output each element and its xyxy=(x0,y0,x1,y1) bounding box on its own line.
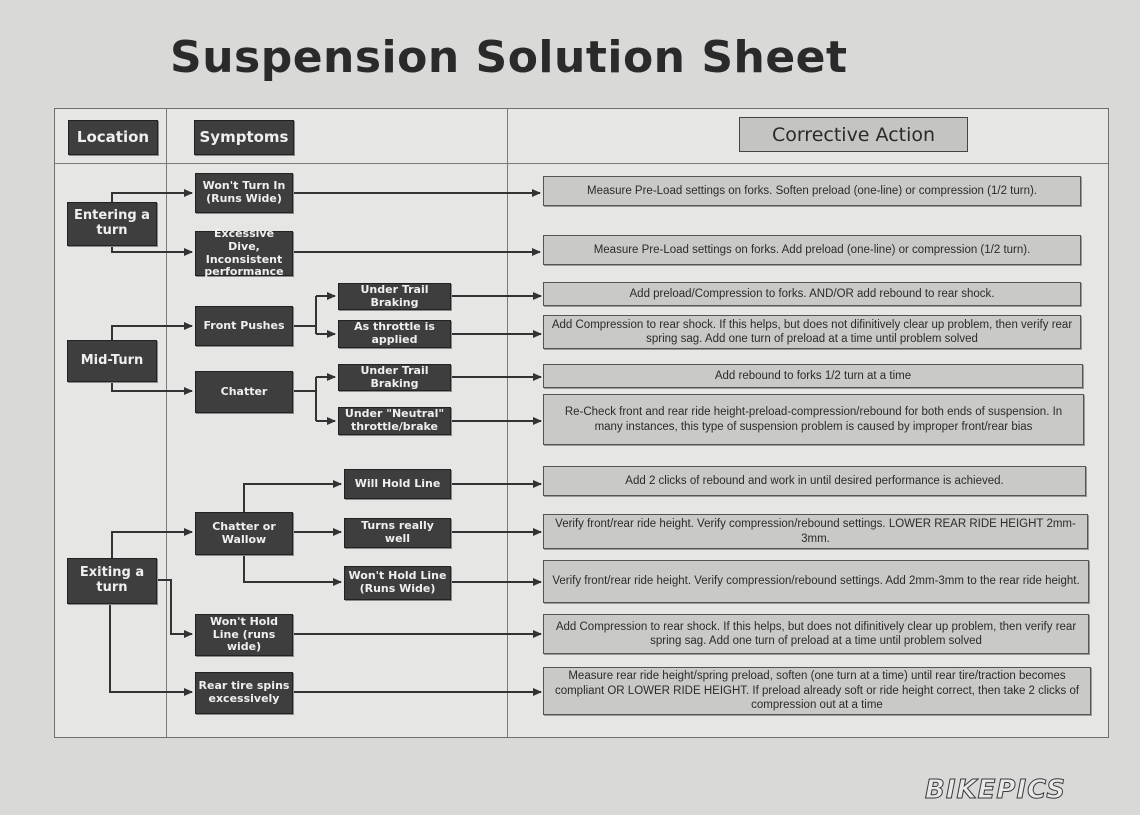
subsymptom-will-hold-line: Will Hold Line xyxy=(344,469,451,499)
connector xyxy=(244,484,341,512)
action-box: Measure Pre-Load settings on forks. Soften preload (one-line) or compression (1/2 turn). xyxy=(543,176,1081,206)
subsymptom-chatter-neutral: Under "Neutral" throttle/brake xyxy=(338,407,451,435)
action-box: Measure rear ride height/spring preload, soften (one turn at a time) until rear tire/traction becomes compliant OR LOWER RIDE HEIGHT. If preload already soft or ride height correct, then take 2 clicks of compression out at a time xyxy=(543,667,1091,715)
connector xyxy=(244,555,341,582)
action-box: Add preload/Compression to forks. AND/OR add rebound to rear shock. xyxy=(543,282,1081,306)
location-exiting-turn: Exiting a turn xyxy=(67,558,157,604)
corrective-action-header: Corrective Action xyxy=(739,117,968,152)
symptom-chatter: Chatter xyxy=(195,371,293,413)
action-box: Add 2 clicks of rebound and work in until desired performance is achieved. xyxy=(543,466,1086,496)
subsymptom-front-pushes-trail-braking: Under Trail Braking xyxy=(338,283,451,310)
symptom-chatter-or-wallow: Chatter or Wallow xyxy=(195,512,293,555)
action-box: Add Compression to rear shock. If this helps, but does not difinitively clear up problem, then verify rear spring sag. Add one turn of preload at a time until problem solved xyxy=(543,315,1081,349)
action-box: Verify front/rear ride height. Verify compression/rebound settings. LOWER REAR RIDE HEIGHT 2mm-3mm. xyxy=(543,514,1088,549)
connector xyxy=(112,381,192,391)
subsymptom-chatter-trail-braking: Under Trail Braking xyxy=(338,364,451,391)
watermark-logo: BIKEPICS xyxy=(925,775,1067,805)
symptom-wont-hold-line: Won't Hold Line (runs wide) xyxy=(195,614,293,656)
subsymptom-turns-really-well: Turns really well xyxy=(344,518,451,548)
connector xyxy=(157,580,192,634)
action-box: Measure Pre-Load settings on forks. Add preload (one-line) or compression (1/2 turn). xyxy=(543,235,1081,265)
action-box: Add rebound to forks 1/2 turn at a time xyxy=(543,364,1083,388)
location-entering-turn: Entering a turn xyxy=(67,202,157,246)
connector xyxy=(110,603,192,692)
action-box: Verify front/rear ride height. Verify compression/rebound settings. Add 2mm-3mm to the rear ride height. xyxy=(543,560,1089,603)
location-header: Location xyxy=(68,120,158,155)
symptom-wont-turn-in: Won't Turn In (Runs Wide) xyxy=(195,173,293,213)
connector xyxy=(112,532,192,558)
subsymptom-front-pushes-throttle: As throttle is applied xyxy=(338,320,451,348)
connector xyxy=(112,193,192,202)
action-box: Add Compression to rear shock. If this helps, but does not difinitively clear up problem, then verify rear spring sag. Add one turn of preload at a time until problem solved xyxy=(543,614,1089,654)
symptoms-header: Symptoms xyxy=(194,120,294,155)
action-box: Re-Check front and rear ride height-preload-compression/rebound for both ends of suspension. In many instances, this type of suspension problem is caused by improper front/rear bias xyxy=(543,394,1084,445)
location-mid-turn: Mid-Turn xyxy=(67,340,157,382)
subsymptom-wont-hold-line-runs-wide: Won't Hold Line (Runs Wide) xyxy=(344,566,451,600)
page-title: Suspension Solution Sheet xyxy=(170,32,848,83)
symptom-rear-tire-spins: Rear tire spins excessively xyxy=(195,672,293,714)
connector xyxy=(112,326,192,340)
symptom-excessive-dive: Excessive Dive, Inconsistent performance xyxy=(195,231,293,276)
symptom-front-pushes: Front Pushes xyxy=(195,306,293,346)
